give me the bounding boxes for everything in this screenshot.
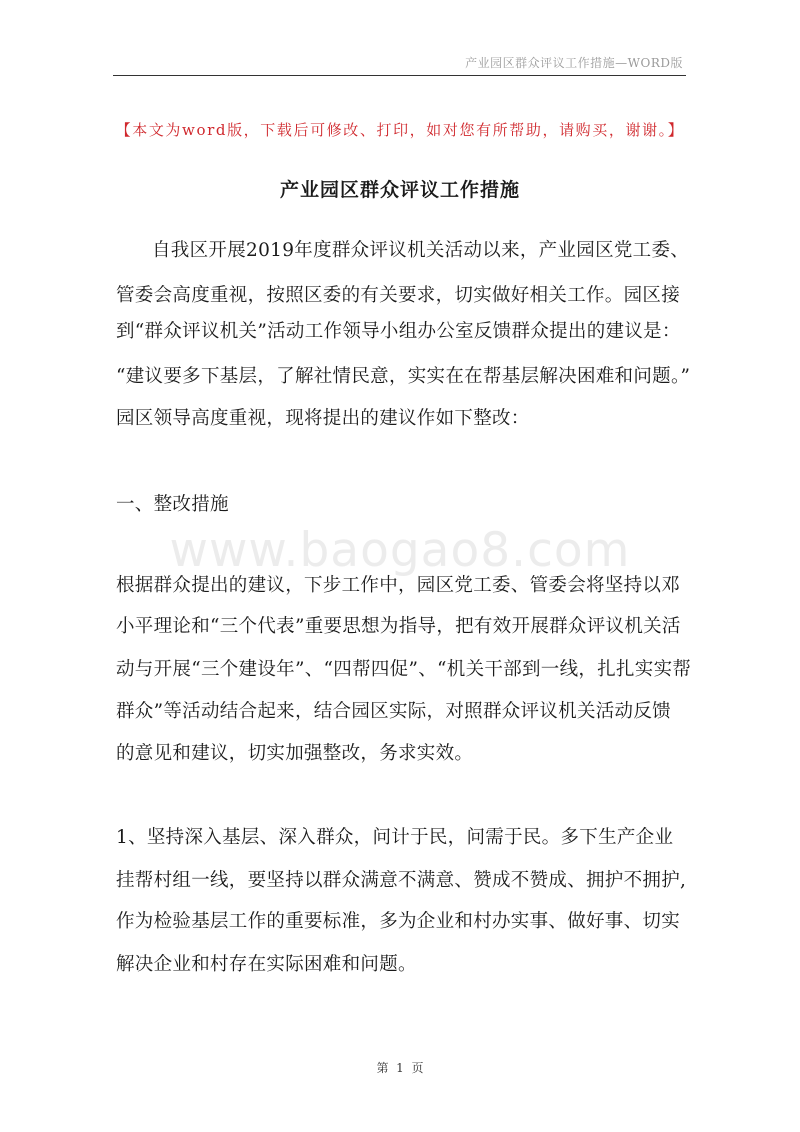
section-paragraph-line: 小平理论和“三个代表”重要思想为指导，把有效开展群众评议机关活: [116, 616, 681, 637]
item-line: 挂帮村组一线，要坚持以群众满意不满意、赞成不赞成、拥护不拥护,: [116, 870, 687, 891]
item-line: 作为检验基层工作的重要标准，多为企业和村办实事、做好事、切实: [116, 911, 681, 932]
intro-line: 园区领导高度重视，现将提出的建议作如下整改：: [116, 408, 530, 429]
item-line: 解决企业和村存在实际困难和问题。: [116, 954, 417, 975]
intro-line: 管委会高度重视，按照区委的有关要求，切实做好相关工作。园区接: [116, 285, 681, 306]
watermark: www.baogao8.com: [169, 523, 631, 578]
section-paragraph-line: 的意见和建议，切实加强整改，务求实效。: [116, 743, 474, 764]
item-line: 1、坚持深入基层、深入群众，问计于民，问需于民。多下生产企业: [116, 827, 674, 848]
section-paragraph-line: 根据群众提出的建议，下步工作中，园区党工委、管委会将坚持以邓: [116, 575, 681, 596]
section-paragraph-line: 动与开展“三个建设年”、“四帮四促”、“机关干部到一线，扎扎实实帮: [116, 659, 692, 680]
section-paragraph-line: 群众”等活动结合起来，结合园区实际，对照群众评议机关活动反馈: [116, 701, 671, 722]
document-title: 产业园区群众评议工作措施: [279, 179, 520, 201]
page-number: 第 1 页: [376, 1061, 424, 1075]
section-heading: 一、整改措施: [116, 494, 229, 515]
header-divider: [113, 75, 686, 76]
intro-line: 到“群众评议机关”活动工作领导小组办公室反馈群众提出的建议是：: [116, 321, 681, 342]
purchase-notice: 【本文为word版，下载后可修改、打印，如对您有所帮助，请购买，谢谢。】: [115, 121, 685, 139]
intro-line: “建议要多下基层，了解社情民意，实实在在帮基层解决困难和问题。”: [116, 366, 691, 387]
running-header: 产业园区群众评议工作措施—WORD版: [465, 56, 683, 70]
intro-line: 自我区开展2019年度群众评议机关活动以来，产业园区党工委、: [152, 240, 690, 261]
